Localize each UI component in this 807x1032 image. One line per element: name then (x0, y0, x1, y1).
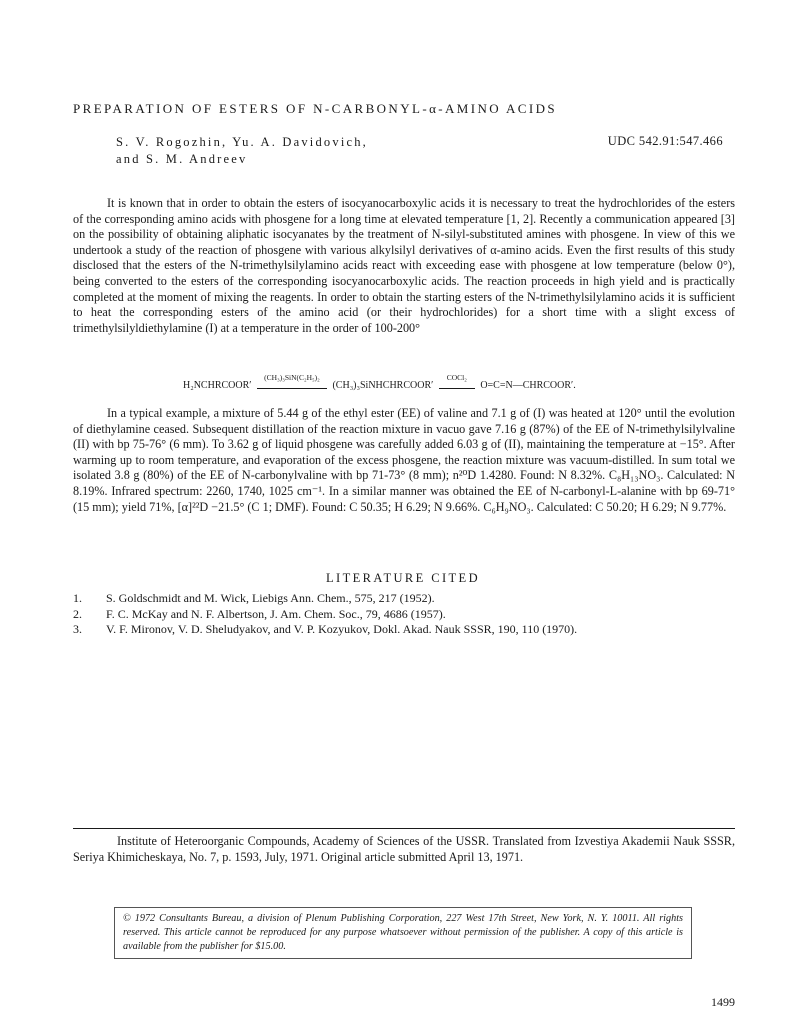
reference-item (73, 591, 577, 607)
reference-number: 1. (73, 591, 82, 605)
reference-number: 2. (73, 606, 82, 621)
equation-reagent-1: (CH₃)₃SiN(C₂H₅)₂ (264, 372, 320, 382)
authors-line-1: S. V. Rogozhin, Yu. A. Davidovich, (116, 135, 369, 149)
authors (116, 134, 368, 168)
equation-intermediate: (CH₃)₃SiNHCHRCOOR′ (332, 380, 434, 391)
copyright-notice (114, 907, 692, 959)
equation-reactant: H₂NCHRCOOR′ (183, 380, 252, 391)
udc-code: UDC 542.91:547.466 (607, 134, 723, 148)
paragraph-2-text: In a typical example, a mixture of 5.44 g of the ethyl ester (EE) of valine and 7.1 g of (I) was heated at 120° until the evolution of diethylamine ceased. Subsequent distillation of the reaction mixture in vacuo gave 7.16 g (87%) of the EE of N-trimethylsilylvaline (II) with bp 75-76° (6 mm). To 3.62 g of liquid phosgene was carefully added 6.03 g of (II), maintaining the temperature at −15°. After warming up to room temperature, and evaporation of the excess phosgene, the reaction mixture was vacuum-distilled. In sum total we isolated 3.8 g (80%) of the EE of N-carbonylvaline with bp 71-73° (8 mm); n²⁰D 1.4280. Found: N 8.32%. C₈H₁₃NO₃. Calculated: N 8.19%. Infrared spectrum: 2260, 1740, 1025 cm⁻¹. In a similar manner was obtained the EE of N-carbonyl-L-alanine with bp 69-71° (15 mm); yield 71%, [α]²²D −21.5° (C 1; DMF). Found: C 50.35; H 6.29; N 9.66%. C₆H₉NO₃. Calculated: C 50.20; H 6.29; N 9.77%. (73, 406, 735, 514)
reference-text: V. F. Mironov, V. D. Sheludyakov, and V. P. Kozyukov, Dokl. Akad. Nauk SSSR, 190, 110 (1970). (106, 622, 578, 636)
reference-item (73, 607, 577, 623)
reference-list (73, 591, 577, 638)
authors-line-2: and S. M. Andreev (116, 152, 248, 166)
reference-text: S. Goldschmidt and M. Wick, Liebigs Ann. Chem., 575, 217 (1952). (106, 591, 435, 605)
footnote-divider (73, 828, 735, 829)
copyright-text: © 1972 Consultants Bureau, a division of Plenum Publishing Corporation, 227 West 17th Street, New York, N. Y. 10011. All rights reserved. This article cannot be reproduced for any purpose whatsoever without permission of the publisher. A copy of this article is available from the publisher for $15.00. (123, 913, 683, 952)
paragraph-1-text: It is known that in order to obtain the esters of isocyanocarboxylic acids it is necessary to treat the hydrochlorides of the esters of the corresponding amino acids with phosgene for a long time at elevated temperature [1, 2]. Recently a communication appeared [3] on the possibility of obtaining aliphatic isocyanates by the treatment of N-silyl-substituted amines with phosgene. In view of this we undertook a study of the reaction of phosgene with various alkylsilyl derivatives of α-amino acids. Even the first results of this study disclosed that the esters of the N-trimethylsilylamino acids react with exceeding ease with phosgene at low temperature (below 0°), being converted to the esters of the corresponding isocyanocarboxylic acids. The reaction proceeds in high yield and is practically completed at the moment of mixing the reagents. In order to obtain the starting esters of the N-trimethylsilylamino acids it is sufficient to heat the corresponding esters of the amino acid (or their hydrochlorides) for a short time with a slight excess of trimethylsilyldiethylamine (I) at a temperature in the order of 100-200° (73, 196, 735, 335)
equation-product: O=C=N—CHRCOOR′. (480, 380, 576, 391)
body-paragraph-1 (73, 196, 735, 336)
equation-reagent-2: COCl₂ (446, 372, 467, 382)
paper-title: PREPARATION OF ESTERS OF N-CARBONYL-α-AMINO ACIDS (73, 101, 558, 116)
footnote (73, 834, 735, 865)
reaction-equation (183, 372, 576, 391)
reaction-arrow-1 (257, 372, 327, 389)
reaction-arrow-2 (439, 372, 475, 389)
reference-text: F. C. McKay and N. F. Albertson, J. Am. Chem. Soc., 79, 4686 (1957). (106, 606, 446, 621)
page-number: 1499 (711, 995, 735, 1009)
literature-heading: LITERATURE CITED (326, 571, 481, 585)
footnote-text: Institute of Heteroorganic Compounds, Academy of Sciences of the USSR. Translated from Izvestiya Akademii Nauk SSSR, Seriya Khimicheskaya, No. 7, p. 1593, July, 1971. Original article submitted April 13, 1971. (73, 834, 735, 864)
reference-number: 3. (73, 622, 82, 636)
body-paragraph-2 (73, 406, 735, 515)
reference-item (73, 622, 577, 638)
